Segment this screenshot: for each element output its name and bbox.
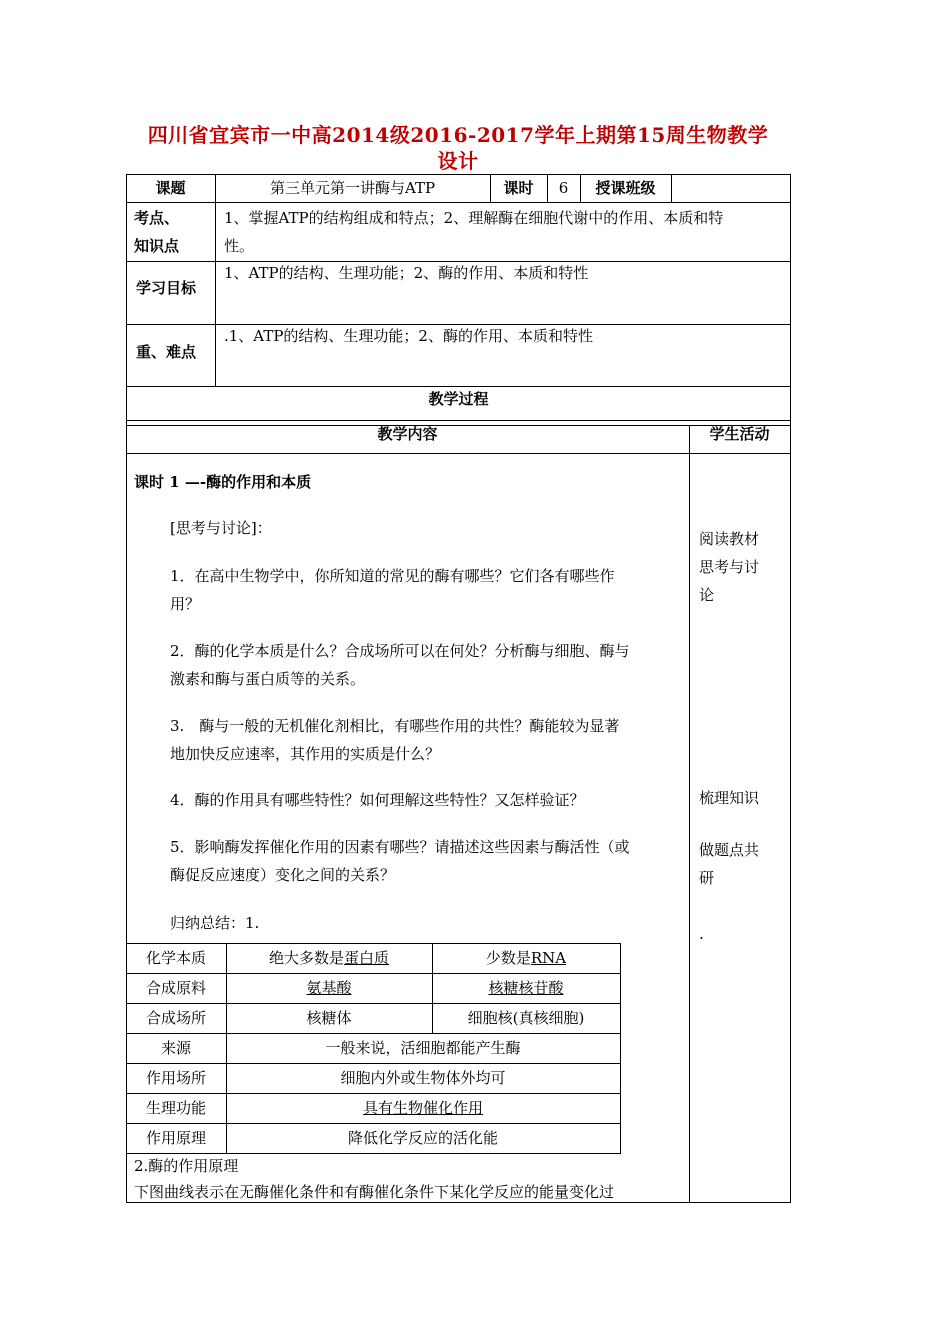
table-col-rule xyxy=(215,174,216,386)
hours-label: 课时 xyxy=(503,179,534,197)
topic-label: 课题 xyxy=(155,179,186,197)
enzyme-table-rule xyxy=(126,1153,621,1154)
enzyme-cell-underlined: 核糖核苷酸 xyxy=(488,979,564,997)
enzyme-row-label: 化学本质 xyxy=(145,949,206,967)
activity-line-2: 思考与讨 xyxy=(699,558,760,576)
enzyme-row-label: 合成原料 xyxy=(145,979,206,997)
knowledge-label-line-1: 考点、 xyxy=(134,209,180,227)
activity-line-1: 阅读教材 xyxy=(699,530,760,548)
knowledge-label-line-2: 知识点 xyxy=(134,237,180,255)
activity-practice xyxy=(699,836,759,892)
lesson-title: 课时 1 —-酶的作用和本质 xyxy=(134,473,312,491)
mechanism-title: 2.酶的作用原理 xyxy=(134,1157,239,1175)
question-5-line-1: 5．影响酶发挥催化作用的因素有哪些？请描述这些因素与酶活性（或 xyxy=(170,838,630,856)
question-4: 4．酶的作用具有哪些特性？如何理解这些特性？又怎样验证？ xyxy=(170,791,585,809)
enzyme-cell xyxy=(432,978,620,998)
activity-read xyxy=(699,525,759,609)
enzyme-cell xyxy=(226,978,432,998)
question-2 xyxy=(170,637,685,693)
table-rule xyxy=(126,202,791,203)
enzyme-row-label: 合成场所 xyxy=(145,1009,206,1027)
question-1 xyxy=(170,562,685,618)
knowledge-text-line-2: 性。 xyxy=(224,237,255,255)
topic-value: 第三单元第一讲酶与ATP xyxy=(269,179,436,197)
enzyme-table-rule xyxy=(126,1033,621,1034)
question-2-line-2: 激素和酶与蛋白质等的关系。 xyxy=(170,670,366,688)
process-heading: 教学过程 xyxy=(428,390,489,408)
table-rule xyxy=(126,261,791,262)
enzyme-row-label: 来源 xyxy=(160,1039,191,1057)
knowledge-text xyxy=(224,204,788,260)
enzyme-table-rule xyxy=(126,973,621,974)
enzyme-table-rule xyxy=(126,1123,621,1124)
question-1-line-1: 1．在高中生物学中，你所知道的常见的酶有哪些？它们各有哪些作 xyxy=(170,567,615,585)
enzyme-row-label: 生理功能 xyxy=(145,1099,206,1117)
enzyme-cell-underlined: RNA xyxy=(530,949,567,967)
mechanism-text: 下图曲线表示在无酶催化条件和有酶催化条件下某化学反应的能量变化过 xyxy=(134,1183,615,1201)
goal-text: 1、ATP的结构、生理功能；2、酶的作用、本质和特性 xyxy=(224,264,589,282)
question-3-line-2: 地加快反应速率，其作用的实质是什么？ xyxy=(170,745,441,763)
enzyme-table-col-rule xyxy=(620,943,621,1154)
enzyme-cell xyxy=(226,948,432,968)
table-border-right xyxy=(790,174,791,1203)
table-rule xyxy=(126,324,791,325)
activity-dot: . xyxy=(699,925,704,943)
enzyme-cell-underlined: 具有生物催化作用 xyxy=(362,1099,483,1117)
title-line-1: 四川省宜宾市一中高2014级2016-2017学年上期第15周生物教学 xyxy=(147,123,769,147)
title-line-2: 设计 xyxy=(437,149,479,173)
enzyme-table-rule xyxy=(126,1063,621,1064)
table-rule xyxy=(126,420,791,421)
activity-line-3: 论 xyxy=(699,586,715,604)
enzyme-row-label: 作用场所 xyxy=(145,1069,206,1087)
key-label: 重、难点 xyxy=(136,343,197,361)
col-activity-header: 学生活动 xyxy=(709,425,770,443)
enzyme-row-label: 作用原理 xyxy=(145,1129,206,1147)
enzyme-cell: 降低化学反应的活化能 xyxy=(347,1129,498,1147)
enzyme-table-rule xyxy=(126,1003,621,1004)
question-5-line-2: 酶促反应速度）变化之间的关系？ xyxy=(170,866,396,884)
col-content-header: 教学内容 xyxy=(377,425,438,443)
table-rule xyxy=(126,453,791,454)
document-title xyxy=(126,122,790,174)
enzyme-cell-underlined: 氨基酸 xyxy=(306,979,352,997)
summary-label: 归纳总结：1. xyxy=(170,914,260,932)
enzyme-cell: 细胞内外或生物体外均可 xyxy=(340,1069,506,1087)
table-rule xyxy=(126,386,791,387)
enzyme-table-rule xyxy=(126,1093,621,1094)
question-5 xyxy=(170,833,685,889)
enzyme-cell: 核糖体 xyxy=(306,1009,352,1027)
knowledge-text-line-1: 1、掌握ATP的结构组成和特点；2、理解酶在细胞代谢中的作用、本质和特 xyxy=(224,209,724,227)
knowledge-label xyxy=(134,204,179,260)
table-col-rule xyxy=(689,425,690,1203)
discussion-heading: [思考与讨论]： xyxy=(170,519,272,537)
table-border-bottom xyxy=(126,1202,791,1203)
question-3 xyxy=(170,712,685,768)
activity-review: 梳理知识 xyxy=(699,789,760,807)
enzyme-cell xyxy=(432,948,620,968)
enzyme-cell-text: 少数是 xyxy=(485,949,531,967)
activity-line-5: 做题点共 xyxy=(699,841,760,859)
question-2-line-1: 2．酶的化学本质是什么？合成场所可以在何处？分析酶与细胞、酶与 xyxy=(170,642,630,660)
goal-label: 学习目标 xyxy=(136,279,197,297)
activity-line-6: 研 xyxy=(699,869,715,887)
hours-value: 6 xyxy=(558,179,569,197)
enzyme-cell: 细胞核(真核细胞) xyxy=(467,1009,585,1027)
key-text: .1、ATP的结构、生理功能；2、酶的作用、本质和特性 xyxy=(224,327,593,345)
question-3-line-1: 3. 酶与一般的无机催化剂相比，有哪些作用的共性？酶能较为显著 xyxy=(170,717,620,735)
enzyme-table-rule xyxy=(126,943,621,944)
enzyme-cell xyxy=(226,1098,620,1118)
question-1-line-2: 用？ xyxy=(170,595,201,613)
table-col-rule xyxy=(671,174,672,202)
class-label: 授课班级 xyxy=(595,179,656,197)
enzyme-cell-underlined: 蛋白质 xyxy=(344,949,390,967)
enzyme-cell: 一般来说，活细胞都能产生酶 xyxy=(325,1039,521,1057)
enzyme-cell-text: 绝大多数是 xyxy=(268,949,344,967)
